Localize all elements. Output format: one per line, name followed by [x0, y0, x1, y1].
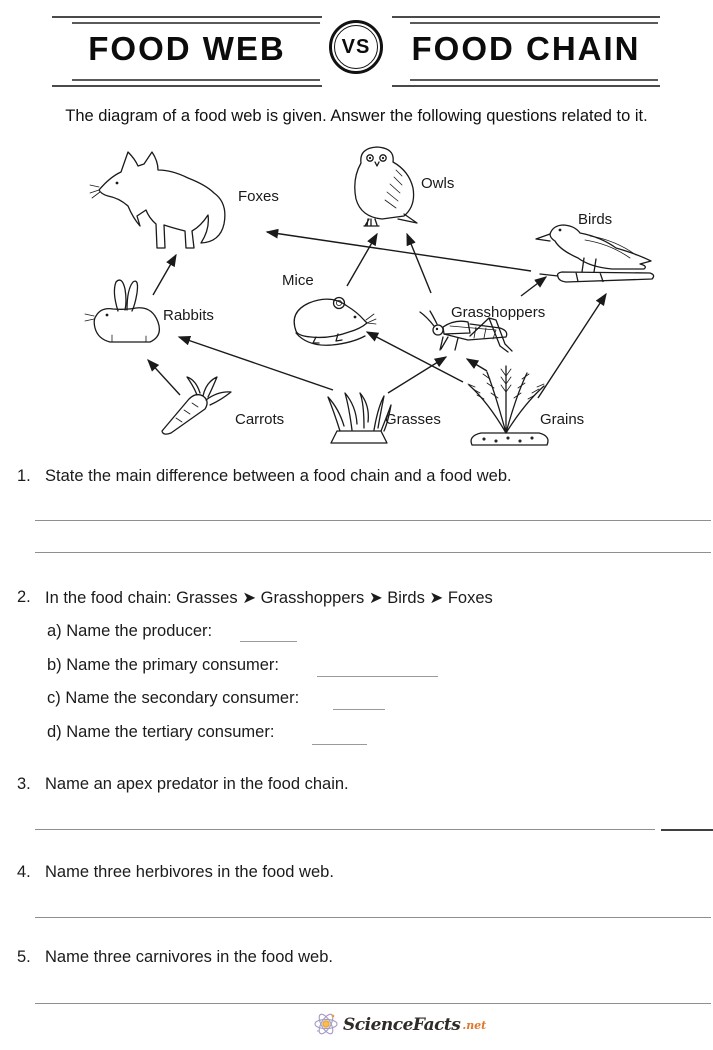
answer-blank-q2a[interactable]	[240, 641, 297, 642]
fox-drawing	[90, 152, 225, 248]
arrow-grasshoppers-to-birds	[521, 277, 546, 296]
header-rule-right-top-inner	[410, 22, 658, 24]
question-2-number: 2.	[17, 588, 31, 606]
header-rule-left-bottom-inner	[72, 79, 320, 81]
answer-line-q4[interactable]	[35, 917, 711, 918]
arrow-birds-to-foxes	[267, 232, 531, 271]
arrow-grasses-to-rabbits	[179, 337, 333, 390]
arrow-mice-to-owls	[347, 234, 377, 286]
question-2a-label: a) Name the producer:	[47, 622, 213, 640]
label-grasshoppers: Grasshoppers	[451, 304, 546, 321]
question-2b-label: b) Name the primary consumer:	[47, 655, 279, 674]
mouse-drawing	[294, 298, 376, 346]
label-rabbits: Rabbits	[163, 307, 214, 324]
grains-drawing	[468, 366, 548, 445]
header-rule-left-top-outer	[52, 16, 322, 18]
title-food-web: FOOD WEB	[88, 30, 286, 67]
question-5-number: 5.	[17, 948, 31, 966]
answer-blank-q2d[interactable]	[312, 744, 367, 745]
question-5-text: Name three carnivores in the food web.	[45, 948, 333, 966]
atom-icon	[313, 1010, 339, 1038]
answer-line-q3-edge[interactable]	[661, 829, 713, 831]
header-rule-right-top-outer	[392, 16, 660, 18]
arrow-grains-to-mice	[367, 332, 463, 382]
owl-drawing	[355, 147, 417, 226]
header-rule-right-bottom-outer	[392, 85, 660, 87]
label-owls: Owls	[421, 175, 455, 192]
arrow-grains-to-birds	[538, 294, 606, 398]
carrot-drawing	[162, 377, 231, 434]
question-3-number: 3.	[17, 775, 31, 793]
question-2-text: In the food chain: Grasses ➤ Grasshoppers ➤ Birds ➤ Foxes	[45, 589, 493, 607]
question-2c-label: c) Name the secondary consumer:	[47, 689, 300, 707]
food-web-diagram	[0, 130, 713, 460]
label-grasses: Grasses	[385, 411, 441, 428]
header-rule-left-top-inner	[72, 22, 320, 24]
arrow-carrots-to-rabbits	[148, 360, 180, 395]
arrow-grasses-to-grasshoppers	[388, 357, 446, 393]
grass-drawing	[328, 393, 391, 443]
answer-blank-q2b[interactable]	[317, 676, 438, 677]
sciencefacts-logo[interactable]	[313, 1010, 486, 1038]
label-birds: Birds	[578, 211, 613, 228]
arrow-rabbits-to-foxes	[153, 255, 176, 295]
question-4-text: Name three herbivores in the food web.	[45, 863, 334, 881]
header-rule-left-bottom-outer	[52, 85, 322, 87]
brand-tld: .net	[462, 1019, 487, 1032]
question-1-text: State the main difference between a food chain and a food web.	[45, 467, 512, 485]
label-mice: Mice	[282, 272, 314, 289]
brand-text: ScienceFacts	[343, 1015, 461, 1035]
title-food-chain: FOOD CHAIN	[411, 30, 641, 67]
label-grains: Grains	[540, 411, 585, 428]
answer-line-q5[interactable]	[35, 1003, 711, 1004]
question-3-text: Name an apex predator in the food chain.	[45, 775, 349, 793]
bird-drawing	[536, 225, 654, 282]
question-1-number: 1.	[17, 467, 31, 485]
question-2d-label: d) Name the tertiary consumer:	[47, 723, 275, 741]
arrow-grasshoppers-to-owls	[407, 234, 431, 293]
label-carrots: Carrots	[235, 411, 285, 428]
label-foxes: Foxes	[238, 188, 279, 205]
header-rule-right-bottom-inner	[410, 79, 658, 81]
answer-line-q1-2[interactable]	[35, 552, 711, 553]
vs-label: VS	[334, 25, 378, 69]
vs-badge	[329, 20, 383, 74]
answer-line-q1-1[interactable]	[35, 520, 711, 521]
answer-blank-q2c[interactable]	[333, 709, 385, 710]
rabbit-drawing	[85, 280, 159, 342]
question-4-number: 4.	[17, 863, 31, 881]
answer-line-q3[interactable]	[35, 829, 655, 830]
arrow-grains-to-grasshoppers	[467, 359, 487, 371]
intro-text: The diagram of a food web is given. Answer the following questions related to it.	[65, 107, 648, 125]
